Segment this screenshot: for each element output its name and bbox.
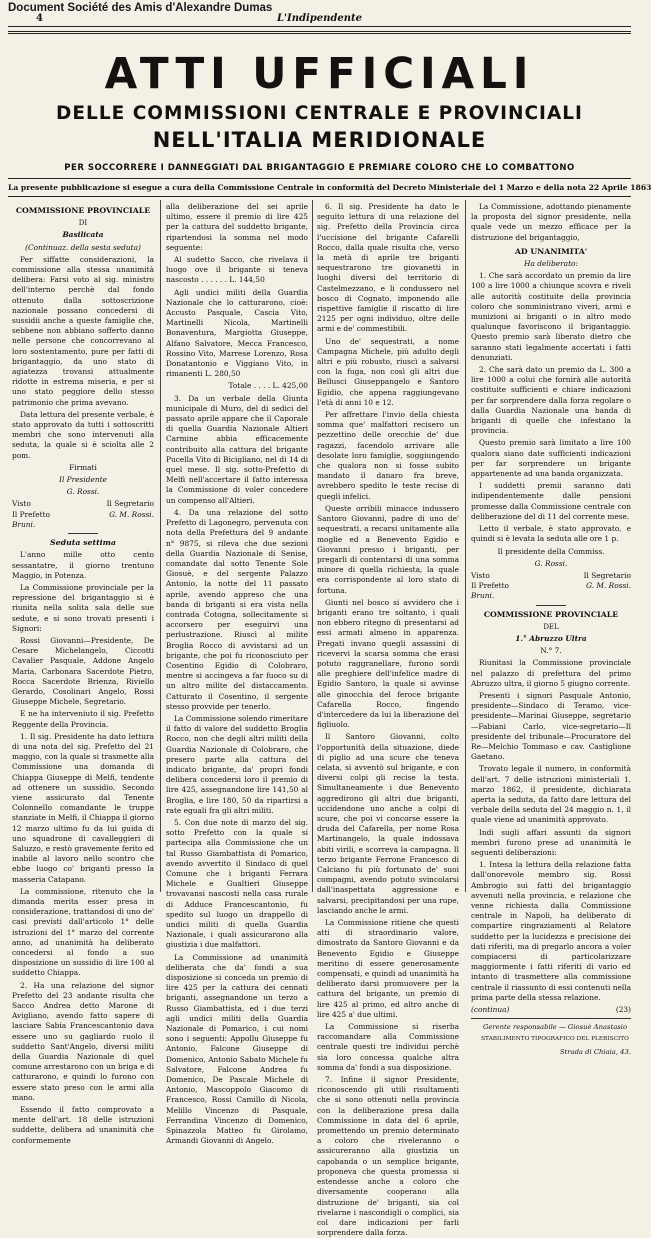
paragraph: I suddetti premii saranno dati indipendentemente dalle pensioni promesse dalla Commissione centrale con deliberazione del di 11 del corrente mese. [471,481,631,521]
paragraph: 1. Che sarà accordato un premio da lire 100 a lire 1000 a chiunque scovra e riveli alle autorità costituite della provincia coloro che somministrano viveri, armi e munizioni ai briganti o in altro modo qualunque favoriscono il brigantaggio. Questo premio sarà liberato dietro che saranno stati legalmente accertati i fatti denunziati. [471,271,631,362]
page-number: 4 [36,13,43,24]
payment-line: Agli undici militi della Guardia Nazionale che lo catturarono, cioè: Accusto Pasquale, Cascia Vito, Martinelli Nicola, Martinelli Bonaventura, Margiotta Giuseppe, Alfano Salvatore, Mecca Francesco, Rossino Vito, Marrese Lorenzo, Rosa Donatantonio e Viggiano Vito, in rimanenti L. 280,50 [166,287,308,379]
header-rule-2 [8,33,631,34]
visto-label: Visto [471,570,490,580]
segretario-name: G. M. Rossi. [109,509,154,519]
header-rule [8,31,631,32]
paragraph: 7. Infine il signor Presidente, riconoscendo gli utili risultamenti che si sono ottenuti nella provincia con la deliberazione presa dalla Commissione in data del 6 aprile, promettendo un premio determinato a coloro che riveleranno o assicureranno alla giustizia un capobanda o un semplice brigante, proponeva che questa promessa si estendesse anche a coloro che diversamente cooperano alla distruzione de' briganti, sia col rivelarne i nascondigli o complici, sia col dare indicazioni per farli sorprendere dalla forza. [317,1075,459,1238]
presidente-name: G. Rossi. [66,487,100,497]
column-4 [471,202,631,1056]
commission-heading-2: COMMISSIONE PROVINCIALE [483,609,619,619]
paragraph: Per affrettare l'invio della chiesta somma que' malfattori recisero un pezzettino delle orecchie de' due ragazzi, facendolo arrivare alle desolate loro famiglie, soggiungendo che qualora non si fosse subito mandato il danaro fra breve, avrebbero spedito le teste recise di quegli infelici. [317,410,459,501]
signature-row [471,571,631,581]
main-title: ATTI UFFICIALI [104,49,535,99]
segretario-label: Il Segretario [583,570,631,580]
subtitle-rule [8,178,631,179]
paragraph: 5. Con due note di marzo del sig. sotto Prefetto con la quale si partecipa alla Commissione che un tal Russo Giambattista di Pomarico, avendo avvertito il Sindaco di quel Comune che i briganti Ferrara Michele e Gualtieri Giuseppe trovavansi nascosti nella casa rurale di Adduce Francescantonio, fu spedito sul luogo un drappello di undici militi di quella Guardia Nazionale, i quali assicurarono alla giustizia i due malfattori. [166,817,308,950]
visto-label: Visto [12,499,31,509]
column-rule-3 [465,200,466,892]
prefetto-label: Il Prefetto [471,581,510,591]
paragraph: La Commissione provinciale per la repressione del brigantaggio si è riunita nella solita sala delle sue sedute, e si sono trovati presenti i Signori: [12,582,154,633]
members-list: Rossi Giovanni—Presidente, De Cesare Michelangelo, Ciccotti Cavalier Pasquale, Addone Angelo Maria, Carbonara Sacerdote Pietro, Rocca Sacerdote Brienza, Riviello Gerardo, Cosolinari Angelo, Rossi Giuseppe Michele, Segretario. [12,635,154,707]
newspaper-header [8,12,631,27]
gerente-line: Gerente responsabile — Giosuè Anastasio [482,1023,628,1032]
paragraph: Trovato legale il numero, in conformità dell'art. 7 delle istruzioni ministeriali 1. marzo 1862, il presidente, dichiarata aperta la seduta, da fatto dare lettura del verbale della seduta del 24 maggio n. 1, il quale viene ad unanimità approvato. [471,764,631,825]
signature-row [12,510,154,520]
intro-line: La presente pubblicazione si esegue a cura della Commissione Centrale in conformità del Decreto Ministeriale del 1 Marzo e della nota 22 Aprile 1863 [8,183,651,192]
prefetto-name: Bruni. [12,519,36,529]
strada-line: Strada di Chiaia, 43. [559,1047,631,1056]
heading-di: DI [78,219,88,228]
paragraph: Indi sugli affari assunti da signori membri furono prese ad unanimità le seguenti deliberazioni: [471,827,631,857]
column-3 [317,202,459,1238]
signature-row [471,581,631,591]
paragraph: 1. Intesa la lettura della relazione fatta dall'onorevole membro sig. Rossi Ambrogio sui fatti del brigantaggio avvenuti nella provincia, e relazione che venne richiesta dalla Commissione centrale in Napoli, ha deliberato di compartire ringraziamenti al Relatore suddetto per la lucidezza e precisione dei dati riferiti, ma di pregarlo ancora a voler compiacersi di particolarizzare maggiormente i fatti riferiti di vario ed intanto di trasmettere alla commissione centrale il riassunto di essi contenuti nella prima parte della stessa relazione. [471,860,631,1002]
paragraph: Presenti i signori Pasquale Antonio, presidente—Sindaco di Teramo, vice-presidente—Marinai Giuseppe, segretario—Fabiani Carlo, vice-segretario—Il presidente del tribunale—Procuratore del Re—Melchio Tommaso e cav. Castiglione Gaetano. [471,690,631,762]
paragraph: La Commissione si riserba raccomandare alla Commissione centrale questi tre individui perchè sia loro concessa qualche altra somma da' fondi a sua disposizione. [317,1022,459,1072]
heading-del: DEL [543,622,559,631]
column-2 [166,202,308,1146]
segretario-label: Il Segretario [106,499,154,509]
continuation-note: (Continuaz. della sesta seduta) [25,242,141,252]
total-line: Totale . . . . L. 425,00 [228,381,308,391]
paragraph: Letto il verbale, è stato approvato, e quindi si è levata la seduta alle ore 1 p. [471,524,631,544]
unanimita-heading: AD UNANIMITA' [514,246,588,256]
continua-number: (23) [615,1005,631,1015]
paragraph: 2. Che sarà dato un premio da L. 300 a lire 1000 a colui che fornirà alle autorità costituite sufficienti e chiare indicazioni per far sorprendere dalla forza regolare o dalla Guardia Nazionale una banda di briganti di quelle che infestano la provincia. [471,365,631,436]
stabilimento-line: STABILIMENTO TIPOGRAFICO DEL PLEBISCITO [481,1036,629,1043]
title-line-3: NELL'ITALIA MERIDIONALE [152,128,487,152]
newspaper-name: L'Indipendente [276,13,363,24]
presidente-label: Il Presidente [59,475,107,485]
column-1 [12,202,154,1145]
commission-heading: COMMISSIONE PROVINCIALE [15,206,151,215]
seduta-heading: Seduta settima [50,538,116,548]
signature-row [471,591,631,601]
paragraph: E ne ha interveniuto il sig. Prefetto Reggente della Provincia. [12,709,154,729]
paragraph: La Commissione solendo rimeritare il fatto di valore del suddetto Broglia Rocco, non che degli altri militi della Guardia Nazionale di Colobraro, che presero parte alla cattura del indicato brigante, da' propri fondi delibera concedersi loro il premio di lire 425, assegnandone lire 141,50 al Broglia, e lire 180, 50 da ripartirsi a rate eguali fra gli altri militi. [166,713,308,815]
title-line-2: DELLE COMMISSIONI CENTRALE E PROVINCIALI [56,103,583,124]
intro-rule [8,196,631,197]
continua-label: (continua) [471,1005,510,1015]
separator [536,605,566,606]
signature-row [12,499,154,509]
province-name: Basilicata [62,230,104,240]
paragraph: Queste orribili minacce indussero Santoro Giovanni, padre di uno de' sequestrati, a recarsi unitamente alla moglie ed a Benevento Egidio e Giovanni presso i briganti, per pregarli di contentarsi di una somma minore di quella richiesta, la quale era corrispondente al loro stato di fortuna. [317,503,459,595]
paragraph: 6. Il sig. Presidente ha dato le seguito lettura di una relazione del sig. Prefetto della Provincia circa l'uccisione del brigante Cafarelli Rocco, dalla quale risulta che, verso la metà di aprile tre briganti sequestrarono tre giovanetti in luoghi diversi del territorio di Castelmezzano, e li condussero nel bosco di Cognato, imponendo alle rispettive famiglie il riscatto di lire 2125 per ogni individuo, oltre delle armi e de' commestibili. [317,202,459,334]
prefetto-label: Il Prefetto [12,509,51,519]
presidente-name: G. Rossi. [534,558,568,568]
paragraph: 2. Ha una relazione del signor Prefetto del 23 andante risulta che Sacco Andrea detto Marone di Avigliano, avendo fatto sapere di lasciare Sabia Francescantonio dava essere uno su gagliardo ruolo il suddetto Sant'Angelo, diversi militi della Guardia Nazionale di quel comune arrestarono con un briga e di catturarono, e quindi lo furono con essere stato preso con le armi alla mano. [12,980,154,1102]
continua-row [471,1005,631,1015]
payment-line: Al sudetto Sacco, che rivelava il luogo ove il brigante si teneva nascosto . . . . . . L. 144,50 [166,255,308,285]
paragraph: Essendo il fatto comprovato a mente dell'art. 18 delle istruzioni suddette, delibera ad unanimità che conformemente [12,1105,154,1145]
paragraph: Data lettura del presente verbale, è stato approvato da tutti i sottoscritti membri che sono intervenuti alla seduta, la quale si è sciolta alle 2 pom. [12,409,154,460]
column-rule-2 [312,200,313,892]
presidente-label: Il presidente della Commiss. [497,546,605,556]
column-rule-1 [160,200,161,892]
paragraph: Per siffatte considerazioni, la commissione alla stessa unanimità delibera: Farsi voto al sig. ministro dell'interno perchè dal fondo ottenuto dalla sottoscrizione nazionale possano concedersi di sussidii anche a queste famiglie che, sebbene non abbiano sofferto danno nelle persone che concorrevano al loro sostentamento, pure per fatti di brigantaggio, da uno stato di agiatezza trovansi attualmente ridotte in estrema miseria, e per si uno stato peggiore dello stesso patrimonio che prima avevano. [12,254,154,407]
province-name-2: 1.° Abruzzo Ultra [515,633,587,643]
paragraph: La Commissione ad unanimità deliberata che da' fondi a sua disposizione si conceda un premio di lire 425 per la cattura dei cennati briganti, assegnandone un terzo a Russo Giambattista, ed i due terzi agli undici militi della Guardia Nazionale di Pomarico, i cui nomi sono i seguenti: Appollu Giuseppe fu Antonio, Falcone Giuseppe di Domenico, Antonio Sabato Michele fu Salvatore, Falcone Andrea fu Domenico, De Pascale Michele di Antonio, Mascoppolo Giacomo di Francesco, Rossi Camillo di Nicola, Melillo Vincenzo di Pasquale, Ferrandina Vincenzo di Domenico, Spinazzola Matteo fu Girolamo, Armandi Giovanni di Angelo. [166,952,308,1146]
segretario-name: G. M. Rossi. [586,581,631,591]
paragraph: La Commissione, adottando pienamente la proposta del signor presidente, nella quale vede un mezzo efficace per la distruzione del brigantaggio, [471,202,631,242]
watermark-text: Document Société des Amis d'Alexandre Dumas [8,2,273,14]
firmati-label: Firmati [69,462,97,472]
paragraph: Il Santoro Giovanni, colto l'opportunità della situazione, diede di piglio ad una scure che teneva celata, si avventò sul brigante, e con diversi colpi gli recise la testa. Simultaneamente i due Benevento aggredirono gli altri due briganti, uccidendone uno anche a colpi di scure, che poi vi concorse essere la druda del Cafarella, per nome Rosa Martinangelo, la quale indossava abiti virili, e scorreva la campagna. Il terzo brigante Ferrone Francesco di Calciano fu più fortunato de' suoi compagni, avendo potuto svincolarsi dall'inaspettata aggressione e salvarsi, precipitandosi per una rupe, lasciando anche le armi. [317,732,459,915]
paragraph: Giunti nel bosco si avvidero che i briganti erano tre soltanto, i quali non ebbero ritegno di presentarsi ad essi armati almeno in apparenza. Pregati invano quegli assassini di ricevervi la scarsa somma che erasi potuto raggranellare, furono sordi alle preghiere dell'infelice madre di Egidio Santoro, la quale si avvinse alle ginocchia del feroce brigante Cafarella Rocco, fingendo d'intercedere da lui la liberazione del figliuolo. [317,597,459,730]
prefetto-name: Bruni. [471,591,495,601]
paragraph: Questo premio sarà limitato a lire 100 qualora siano date sufficienti indicazioni per far sorprendere un brigante appartenente ad una banda organizzata. [471,438,631,479]
paragraph: La Commissione ritiene che questi atti di straordinario valore, dimostrato da Santoro Giovanni e da Benevento Egidio e Giuseppe meritino di essere generosamente compensati, e quindi ad unanimità ha deliberato darsi promuovere per la cattura del brigante, un premio di lire 425 al primo, ed altro anche di lire 425 a' due ultimi. [317,918,459,1019]
paragraph: 4. Da una relazione del sotto Prefetto di Lagonegro, pervenuta con nota della Prefettura del 9 andante n° 9875, si rileva che due sezioni della Guardia Nazionale di Senise, comandate dal sotto Tenente Sole Giosuè, e del sergente Palazzo Antonio, la notte del 11 passato aprile, avendo appreso che una banda di briganti si era vista nella contrada Cotogna, sollecitamente si accorsero per eseguirvi una perlustrazione. Riuscì al milite Broglia Rocco di avvistarsi ad un brigante, che poi fu riconosciuto per Cosentino Egidio di Colobraro, mentre si accingeva a far fuoco su di un altro milite del distaccamento. Catturato il Cosentino, il sergente stesso provvide per tenerlo. [166,507,308,711]
title-subtitle: PER SOCCORRERE I DANNEGGIATI DAL BRIGANTAGGIO E PREMIARE COLORO CHE LO COMBATTONO [64,163,575,173]
delibera-label: Ha deliberato: [524,259,578,269]
paragraph: Riunitasi la Commissione provinciale nel palazzo di prefettura del primo Abruzzo ultra, il giorno 5 giugno corrente. [471,658,631,688]
paragraph: alla deliberazione del sei aprile ultimo, essere il premio di lire 425 per la cattura del suddetto brigante, ripartendosi la somma nel modo seguente: [166,202,308,252]
paragraph: La commissione, ritenuto che la dimanda merita esser presa in considerazione, trattandosi di uno de' casi previsti dall'articolo 1° delle istruzioni del 1° marzo del corrente anno, ad unanimità ha deliberato concedersi al fondo a suo disposizione un sussidio di lire 100 al suddetto Chiappa. [12,886,154,978]
separator [68,533,98,534]
separator [471,1018,631,1019]
paragraph: L'anno mille otto cento sessantatre, il giorno trentuno Maggio, in Potenza. [12,550,154,580]
signature-row [12,520,154,530]
verbale-number: N.° 7. [540,646,562,656]
paragraph: 3. Da un verbale della Giunta municipale di Muro, del di sedici del passato aprile appare che il Caporale di quella Guardia Nazionale Altieri Carmine abbia efficacemente contribuito alla cattura del brigante Pucella Vito di Bicigliano, nel di 14 di quel mese. Il sig. sotto-Prefetto di Melfi nell'accertare il fatto interessa la Commissione di voler concedere un compenso all'Altieri. [166,393,308,505]
paragraph: Uno de' sequestrati, a nome Campagna Michele, più adulto degli altri e più robusto, riuscì a salvarsi con la fuga, non così gli altri due Bellusci Giuseppangelo e Santoro Egidio, che appena raggiungevano l'età di anni 10 e 12. [317,336,459,407]
paragraph: 1. Il sig. Presidente ha dato lettura di una nota del sig. Prefetto del 21 maggio, con la quale si trasmette alla Commissione una domanda di Chiappa Giuseppe di Melfi, tendente ad ottenere un sussidio. Secondo viene assicurato dal Tenente Colonnello comandante le truppe stanziate in Melfi, il Chiappa il giorno 12 marzo ultimo fu da lui guida di uno squadrone di cavalleggieri di Saluzzo, e restò gravemente ferito ed inabile al lavoro nello scontro che ebbe luogo co' briganti presso la masseria Catapano. [12,731,154,884]
